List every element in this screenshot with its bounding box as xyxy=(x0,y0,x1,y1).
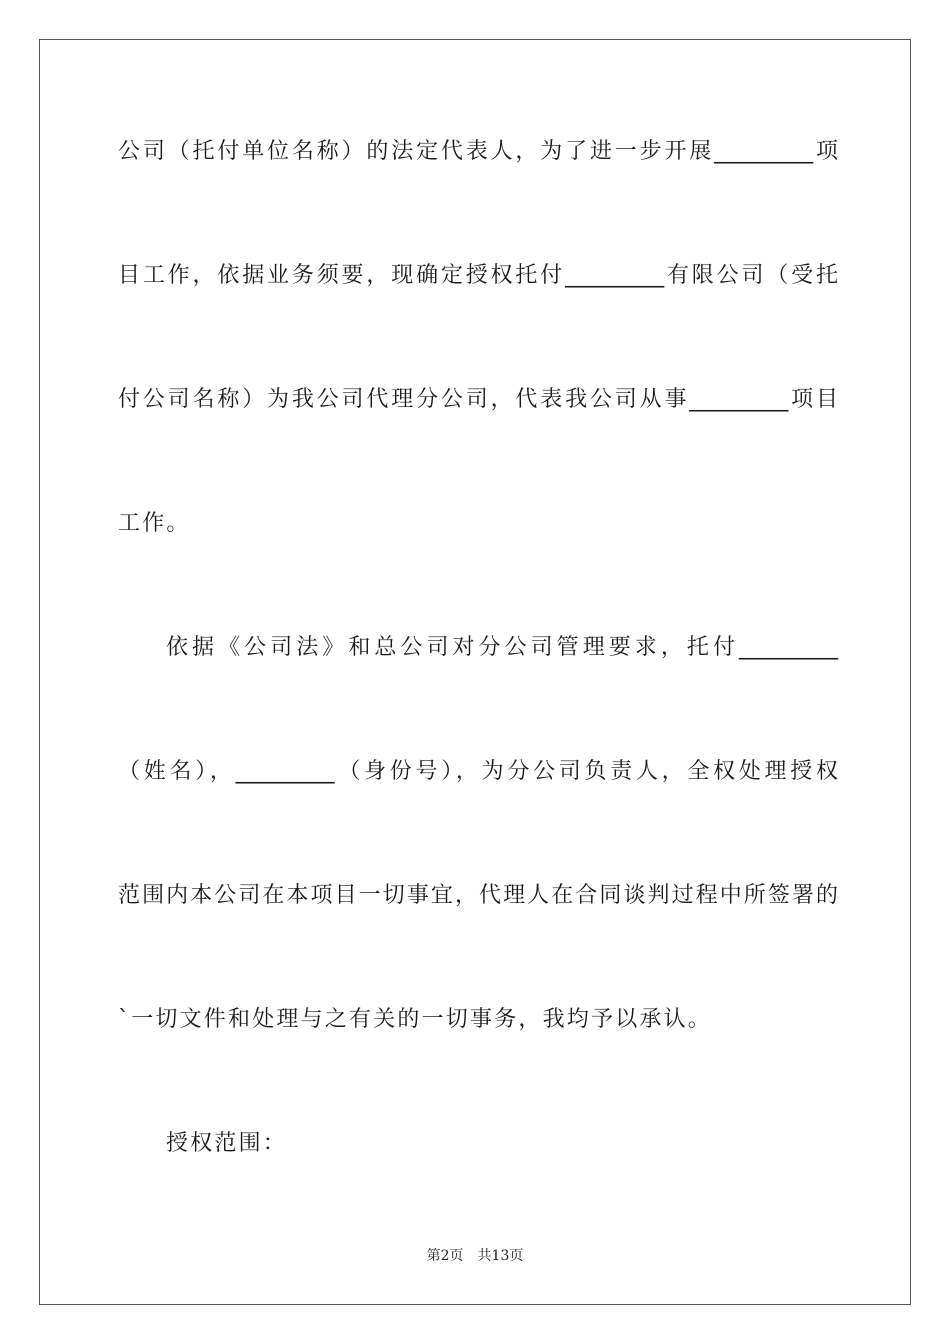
body-line-6: （姓名），_________（身份号），为分公司负责人，全权处理授权 xyxy=(118,759,838,784)
body-line-8: `一切文件和处理与之有关的一切事务，我均予以承认。 xyxy=(118,1007,713,1032)
body-line-3: 付公司名称）为我公司代理分公司，代表我公司从事_________项目 xyxy=(118,387,838,412)
body-line-2: 目工作，依据业务须要，现确定授权托付_________有限公司（受托 xyxy=(118,263,838,288)
body-line-1: 公司（托付单位名称）的法定代表人，为了进一步开展_________项 xyxy=(118,139,838,164)
page-frame xyxy=(39,39,911,1305)
body-line-5: 依据《公司法》和总公司对分公司管理要求，托付_________ xyxy=(166,635,838,660)
page-number-footer: 第2页 共13页 xyxy=(426,1248,524,1264)
body-line-4: 工作。 xyxy=(118,511,191,536)
section-heading-scope: 授权范围： xyxy=(166,1131,288,1156)
body-line-7: 范围内本公司在本项目一切事宜，代理人在合同谈判过程中所签署的 xyxy=(118,883,838,908)
